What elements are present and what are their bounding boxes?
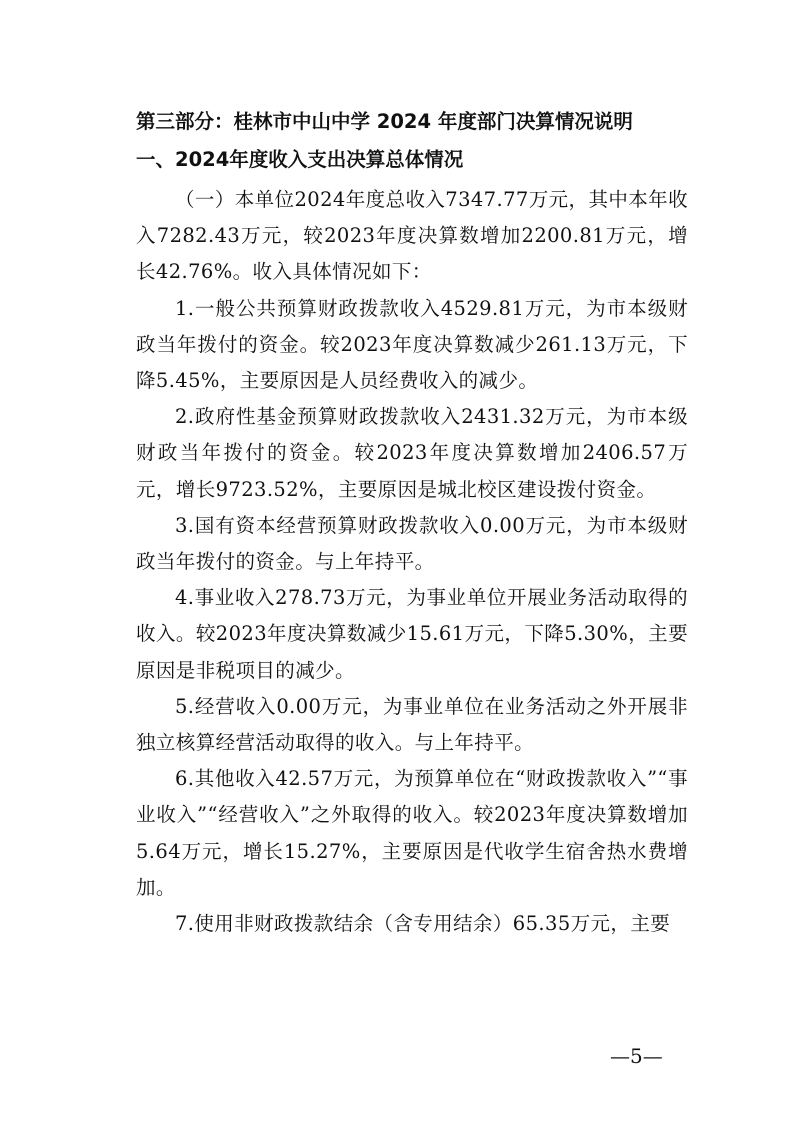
section-heading: 一、2024年度收入支出决算总体情况: [136, 148, 464, 171]
document-body: [136, 182, 688, 942]
paragraph-state-capital-income: 3.国有资本经营预算财政拨款收入0.00万元，为市本级财政当年拨付的资金。与上年持平。: [136, 513, 688, 574]
paragraph-business-income: 4.事业收入278.73万元，为事业单位开展业务活动取得的收入。较2023年度决算数减少15.61万元，下降5.30%，主要原因是非税项目的减少。: [136, 586, 688, 682]
paragraph-operating-income: 5.经营收入0.00万元，为事业单位在业务活动之外开展非独立核算经营活动取得的收入。与上年持平。: [136, 694, 688, 755]
paragraph-government-fund-income: 2.政府性基金预算财政拨款收入2431.32万元，为市本级财政当年拨付的资金。较2023年度决算数增加2406.57万元，增长9723.52%，主要原因是城北校区建设拨付资金。: [136, 405, 688, 501]
paragraph-total-income: （一）本单位2024年度总收入7347.77万元，其中本年收入7282.43万元，较2023年度决算数增加2200.81万元，增长42.76%。收入具体情况如下：: [136, 188, 688, 284]
page-number: —5—: [610, 1044, 663, 1068]
document-title: 第三部分：桂林市中山中学 2024 年度部门决算情况说明: [136, 110, 633, 133]
paragraph-other-income: 6.其他收入42.57万元，为预算单位在“财政拨款收入”“事业收入”“经营收入”之外取得的收入。较2023年度决算数增加5.64万元，增长15.27%，主要原因是代收学生宿舍热水费增加。: [136, 767, 688, 899]
paragraph-non-fiscal-surplus: 7.使用非财政拨款结余（含专用结余）65.35万元，主要: [175, 912, 671, 936]
paragraph-general-budget-income: 1.一般公共预算财政拨款收入4529.81万元，为市本级财政当年拨付的资金。较2023年度决算数减少261.13万元，下降5.45%，主要原因是人员经费收入的减少。: [136, 296, 688, 393]
